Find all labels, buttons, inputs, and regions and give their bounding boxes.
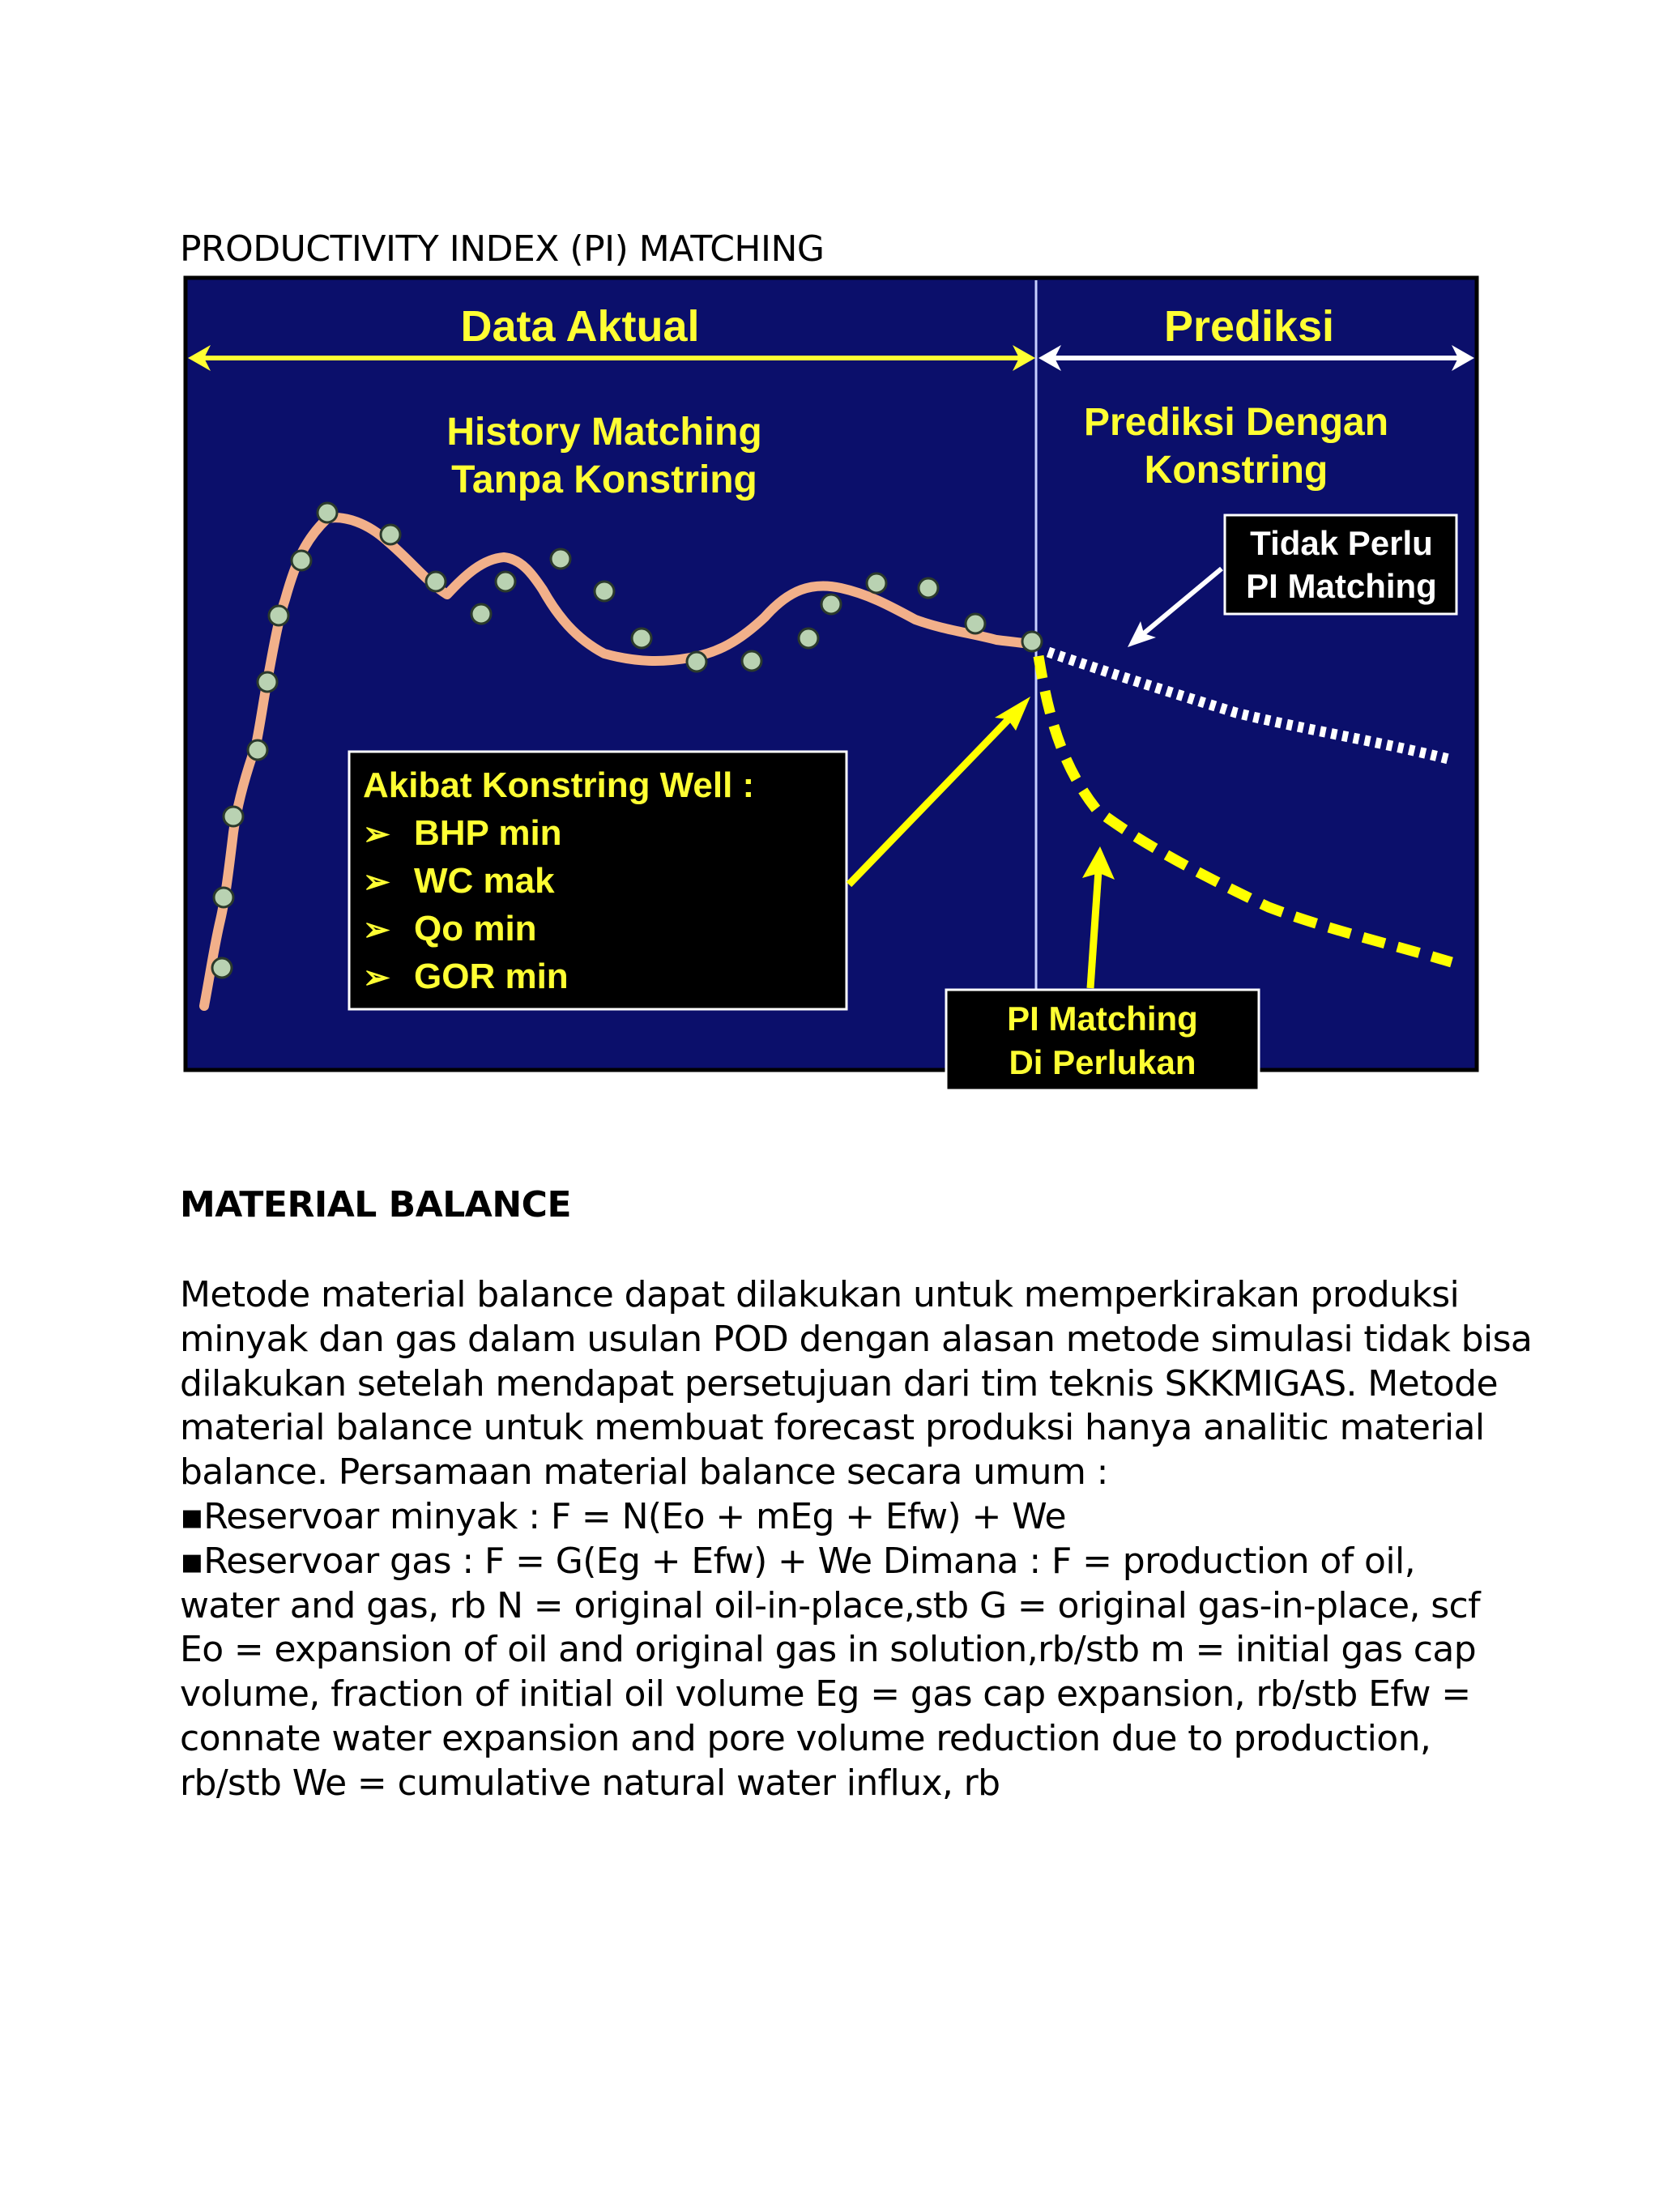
pi-needed-box [946,990,1259,1090]
history-marker [821,595,841,614]
bullet-arrow-icon: ➢ [363,816,390,852]
body-line: ▪Reservoar minyak : F = N(Eo + mEg + Efw) + We [180,1495,1066,1537]
constraint-item-label: GOR min [414,957,569,996]
constraint-item-label: BHP min [414,813,562,853]
body-line: ▪Reservoar gas : F = G(Eg + Efw) + We Dimana : F = production of oil, [180,1540,1415,1582]
body-line: dilakukan setelah mendapat persetujuan dari tim teknis SKKMIGAS. Metode [180,1362,1498,1404]
history-marker [799,629,818,648]
history-marker [248,740,267,760]
body-line: water and gas, rb N = original oil-in-place,stb G = original gas-in-place, scf [180,1584,1481,1626]
constraint-box [349,752,847,1009]
no-pi-matching-box [1225,515,1456,614]
header-prediksi: Prediksi [1163,302,1335,351]
body-line: Eo = expansion of oil and original gas in solution,rb/stb m = initial gas cap [180,1629,1477,1671]
history-marker [269,606,288,625]
history-marker [742,651,761,671]
history-marker [224,807,243,826]
pi-matching-figure [183,275,1479,1092]
history-marker [214,888,233,907]
history-marker [496,572,515,591]
history-marker [258,672,277,692]
bullet-arrow-icon: ➢ [363,960,390,995]
history-marker [551,549,570,569]
constraint-item [363,909,537,948]
prediksi-dengan-label: Prediksi Dengan [1083,401,1389,444]
no-pi-box-line1: Tidak Perlu [1250,524,1433,562]
body-line: connate water expansion and pore volume reduction due to production, [180,1717,1431,1759]
body-line: minyak dan gas dalam usulan POD dengan alasan metode simulasi tidak bisa [180,1318,1533,1360]
pi-needed-line2: Di Perlukan [1009,1043,1196,1081]
history-matching-label: History Matching [446,411,762,454]
constraint-item-label: Qo min [414,909,537,948]
body-line: Metode material balance dapat dilakukan untuk memperkirakan produksi [180,1274,1460,1315]
bullet-arrow-icon: ➢ [363,912,390,948]
history-marker [1022,632,1042,651]
history-marker [292,551,311,570]
page-title: PRODUCTIVITY INDEX (PI) MATCHING [180,228,825,270]
history-marker [212,958,232,978]
konstring-label: Konstring [1144,449,1328,492]
history-marker [381,525,400,544]
history-marker [632,629,651,648]
material-balance-body [180,1273,1533,1806]
constraint-box-title: Akibat Konstring Well : [363,765,755,805]
history-marker [426,572,446,591]
history-marker [919,578,938,598]
no-pi-box-line2: PI Matching [1246,567,1437,605]
body-line: volume, fraction of initial oil volume Eg = gas cap expansion, rb/stb Efw = [180,1673,1471,1715]
header-data-aktual: Data Aktual [460,302,700,351]
history-marker [687,652,706,671]
history-marker [471,604,491,624]
body-line: material balance untuk membuat forecast produksi hanya analitic material [180,1407,1485,1449]
material-balance-heading: MATERIAL BALANCE [180,1184,572,1225]
history-marker [867,573,886,593]
history-marker [595,582,614,601]
history-marker [318,503,337,522]
history-marker [966,614,985,633]
bullet-arrow-icon: ➢ [363,864,390,900]
pi-needed-line1: PI Matching [1007,999,1198,1038]
body-line: rb/stb We = cumulative natural water influx, rb [180,1762,1000,1804]
constraint-item-label: WC mak [414,861,555,901]
tanpa-konstring-label: Tanpa Konstring [451,458,757,501]
body-line: balance. Persamaan material balance secara umum : [180,1451,1108,1494]
